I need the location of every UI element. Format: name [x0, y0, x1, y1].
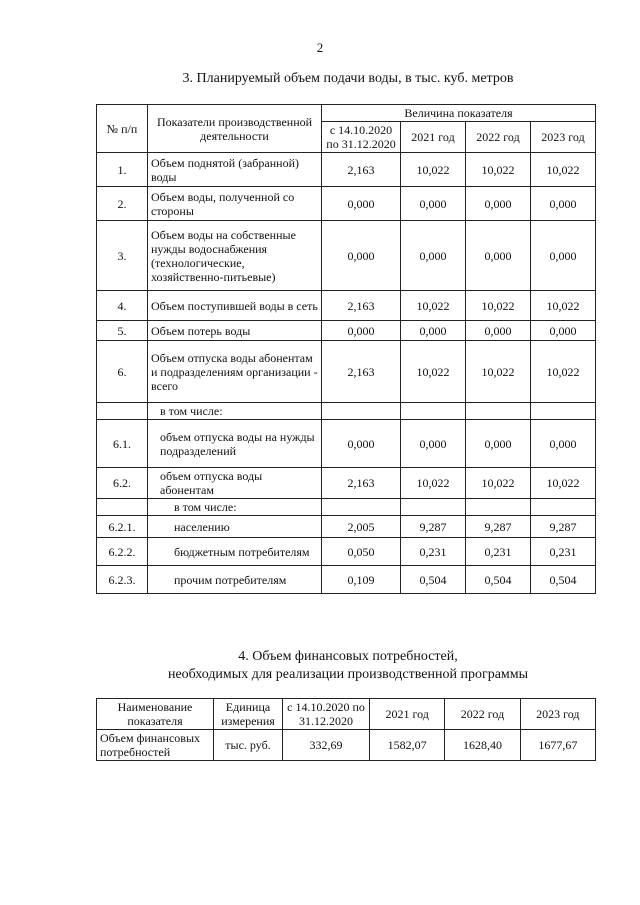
row-value: 9,287 — [401, 516, 466, 538]
row-value — [531, 403, 596, 420]
row-value: 0,000 — [531, 420, 596, 468]
row-value: 9,287 — [466, 516, 531, 538]
row-value: 0,000 — [322, 187, 401, 221]
row-value-2023: 1677,67 — [520, 730, 595, 761]
table-body — [97, 153, 596, 594]
row-value: 10,022 — [531, 153, 596, 187]
header-value: Величина показателя — [322, 105, 596, 122]
page-number: 2 — [316, 40, 324, 55]
header-2021: 2021 год — [401, 122, 466, 153]
row-unit: тыс. руб. — [214, 730, 283, 761]
row-value-2022: 1628,40 — [445, 730, 520, 761]
header-2023: 2023 год — [520, 699, 595, 730]
row-indicator: Объем поднятой (забранной) воды — [148, 153, 322, 187]
row-number: 1. — [97, 153, 148, 187]
table-row — [97, 420, 596, 468]
row-value: 0,000 — [531, 221, 596, 291]
table-row — [97, 187, 596, 221]
table-row — [97, 538, 596, 566]
table-header-row — [97, 699, 596, 730]
row-value: 0,000 — [401, 187, 466, 221]
header-unit: Единица измерения — [214, 699, 283, 730]
row-indicator: прочим потребителям — [148, 566, 322, 594]
row-value: 2,163 — [322, 291, 401, 321]
row-number: 6.2.2. — [97, 538, 148, 566]
row-indicator: в том числе: — [148, 499, 322, 516]
row-number — [97, 403, 148, 420]
section-3-title: 3. Планируемый объем подачи воды, в тыс. куб. метров — [182, 71, 514, 86]
row-indicator: Объем отпуска воды абонентам и подразделениям организации - всего — [148, 341, 322, 403]
table-row — [97, 730, 596, 761]
row-value: 0,000 — [322, 221, 401, 291]
row-value: 10,022 — [531, 468, 596, 499]
row-value-2021: 1582,07 — [370, 730, 445, 761]
row-value: 10,022 — [401, 153, 466, 187]
header-2022: 2022 год — [466, 122, 531, 153]
water-supply-table — [96, 104, 596, 594]
row-value: 0,231 — [401, 538, 466, 566]
row-value — [322, 403, 401, 420]
row-number: 2. — [97, 187, 148, 221]
row-value: 10,022 — [531, 291, 596, 321]
header-num: № п/п — [97, 105, 148, 153]
table-row — [97, 516, 596, 538]
row-value: 0,231 — [466, 538, 531, 566]
row-value: 0,504 — [466, 566, 531, 594]
row-value: 0,000 — [531, 187, 596, 221]
row-value: 10,022 — [466, 341, 531, 403]
row-value: 0,504 — [531, 566, 596, 594]
row-number: 6. — [97, 341, 148, 403]
row-value: 10,022 — [466, 468, 531, 499]
row-value: 10,022 — [401, 291, 466, 321]
row-value: 0,231 — [531, 538, 596, 566]
table-row — [97, 321, 596, 341]
header-name: Наименование показателя — [97, 699, 214, 730]
row-number: 6.2.1. — [97, 516, 148, 538]
row-value: 0,000 — [401, 420, 466, 468]
row-value — [466, 499, 531, 516]
row-value: 0,050 — [322, 538, 401, 566]
row-value: 10,022 — [466, 291, 531, 321]
row-value: 0,109 — [322, 566, 401, 594]
header-2022: 2022 год — [445, 699, 520, 730]
table-row — [97, 153, 596, 187]
row-value: 0,000 — [466, 221, 531, 291]
row-value — [401, 403, 466, 420]
row-value: 10,022 — [531, 341, 596, 403]
row-value: 10,022 — [466, 153, 531, 187]
row-value: 2,163 — [322, 341, 401, 403]
row-indicator: Объем потерь воды — [148, 321, 322, 341]
row-value: 0,000 — [466, 420, 531, 468]
row-indicator: бюджетным потребителям — [148, 538, 322, 566]
row-value: 0,000 — [401, 221, 466, 291]
financial-needs-table — [96, 698, 596, 761]
row-number: 5. — [97, 321, 148, 341]
row-value — [466, 403, 531, 420]
row-indicator: в том числе: — [148, 403, 322, 420]
row-value: 0,000 — [466, 187, 531, 221]
table-row — [97, 403, 596, 420]
row-value: 2,005 — [322, 516, 401, 538]
row-name: Объем финансовых потребностей — [97, 730, 214, 761]
row-value: 2,163 — [322, 153, 401, 187]
row-number: 6.2. — [97, 468, 148, 499]
section-4-title — [28, 648, 640, 684]
table-row — [97, 341, 596, 403]
row-indicator: населению — [148, 516, 322, 538]
table-header-row — [97, 105, 596, 122]
row-number: 6.1. — [97, 420, 148, 468]
row-value: 10,022 — [401, 341, 466, 403]
row-number — [97, 499, 148, 516]
header-indicator: Показатели производственной деятельности — [148, 105, 322, 153]
table-row — [97, 566, 596, 594]
table-row — [97, 221, 596, 291]
row-value: 0,000 — [401, 321, 466, 341]
row-value — [322, 499, 401, 516]
row-indicator: Объем воды на собственные нужды водоснабжения (технологические, хозяйственно-питьевые) — [148, 221, 322, 291]
table-row — [97, 499, 596, 516]
row-number: 3. — [97, 221, 148, 291]
row-value: 0,000 — [531, 321, 596, 341]
table-row — [97, 291, 596, 321]
row-value: 2,163 — [322, 468, 401, 499]
row-indicator: Объем воды, полученной со стороны — [148, 187, 322, 221]
row-value-period: 332,69 — [283, 730, 370, 761]
section-4-title-line1: 4. Объем финансовых потребностей, — [238, 649, 458, 664]
section-4-title-line2: необходимых для реализации производственной программы — [167, 667, 529, 682]
table-row — [97, 468, 596, 499]
row-value: 0,000 — [322, 420, 401, 468]
row-value: 0,000 — [466, 321, 531, 341]
header-period: с 14.10.2020 по 31.12.2020 — [283, 699, 370, 730]
header-2023: 2023 год — [531, 122, 596, 153]
row-value — [401, 499, 466, 516]
row-value — [531, 499, 596, 516]
header-period: с 14.10.2020 по 31.12.2020 — [322, 122, 401, 153]
header-2021: 2021 год — [370, 699, 445, 730]
row-value: 0,504 — [401, 566, 466, 594]
row-indicator: Объем поступившей воды в сеть — [148, 291, 322, 321]
row-indicator: объем отпуска воды абонентам — [148, 468, 322, 499]
row-number: 6.2.3. — [97, 566, 148, 594]
row-value: 0,000 — [322, 321, 401, 341]
row-number: 4. — [97, 291, 148, 321]
row-value: 9,287 — [531, 516, 596, 538]
row-indicator: объем отпуска воды на нужды подразделений — [148, 420, 322, 468]
row-value: 10,022 — [401, 468, 466, 499]
